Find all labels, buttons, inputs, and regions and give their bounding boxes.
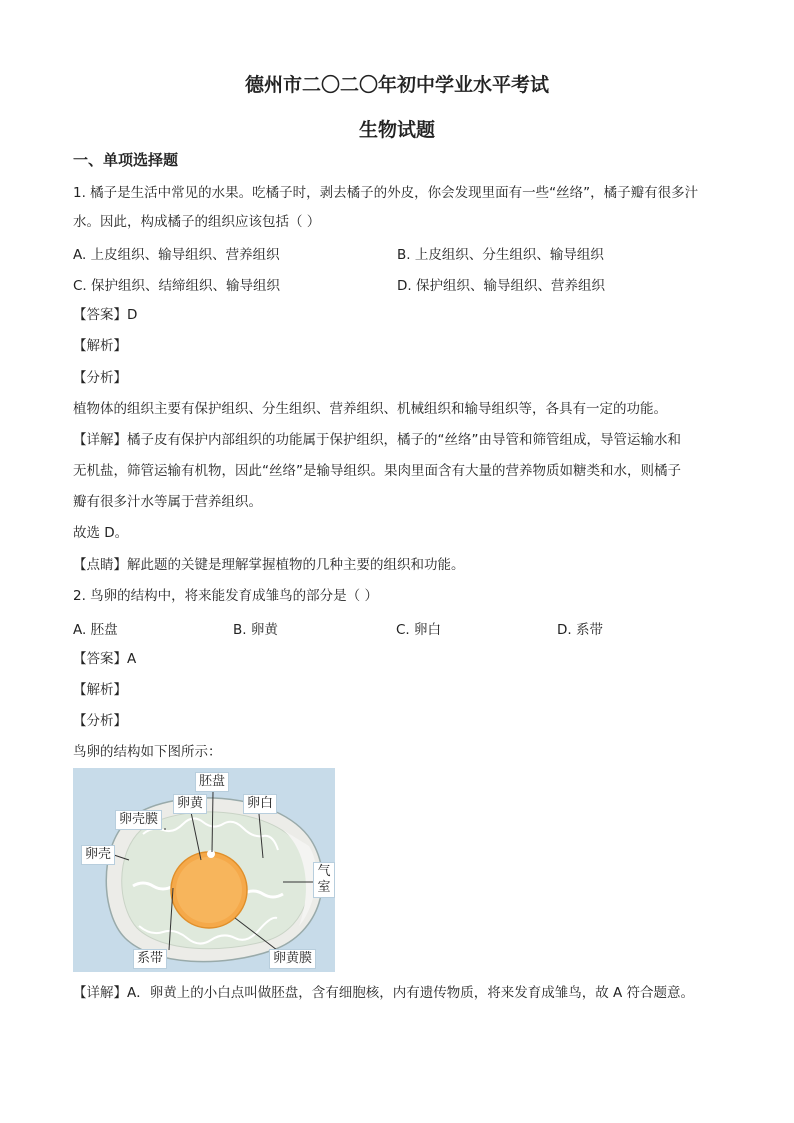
q1-option-d: D. 保护组织、输导组织、营养组织 [397, 278, 605, 294]
q2-fenxi-label: 【分析】 [73, 713, 127, 729]
page-title: 德州市二〇二〇年初中学业水平考试 [244, 74, 549, 96]
q2-analysis-label: 【解析】 [73, 682, 127, 698]
q1-fenxi-label: 【分析】 [73, 370, 127, 386]
q1-option-b: B. 上皮组织、分生组织、输导组织 [397, 247, 604, 263]
q1-detail-line1: 【详解】橘子皮有保护内部组织的功能属于保护组织，橘子的“丝络”由导管和筛管组成，导管运输水和 [73, 432, 681, 448]
q2-option-b: B. 卵黄 [233, 622, 278, 638]
q1-stem-line2: 水。因此，构成橘子的组织应该包括（ ） [73, 214, 321, 230]
section-heading: 一、单项选择题 [73, 151, 179, 169]
q1-option-a: A. 上皮组织、输导组织、营养组织 [73, 247, 280, 263]
q1-fenxi-text: 植物体的组织主要有保护组织、分生组织、营养组织、机械组织和输导组织等，各具有一定的功能。 [73, 401, 667, 417]
q2-option-c: C. 卵白 [396, 622, 442, 638]
q2-option-a: A. 胚盘 [73, 622, 118, 638]
label-xidai: 系带 [133, 949, 167, 969]
egg-structure-diagram [73, 768, 335, 972]
q2-option-d: D. 系带 [557, 622, 603, 638]
q1-choose: 故选 D。 [73, 525, 129, 541]
q2-answer: 【答案】A [73, 651, 137, 667]
q1-dianjing: 【点睛】解此题的关键是理解掌握植物的几种主要的组织和功能。 [73, 557, 465, 573]
q2-fenxi-text: 鸟卵的结构如下图所示： [73, 744, 222, 760]
q1-option-c: C. 保护组织、结缔组织、输导组织 [73, 278, 281, 294]
page-subtitle: 生物试题 [358, 119, 435, 141]
germinal-disc [207, 850, 215, 858]
q1-answer: 【答案】D [73, 307, 138, 323]
q2-stem: 2. 鸟卵的结构中，将来能发育成雏鸟的部分是（ ） [73, 588, 378, 604]
label-qishi: 气室 [313, 862, 335, 898]
q1-stem-line1: 1. 橘子是生活中常见的水果。吃橘子时，剥去橘子的外皮，你会发现里面有一些“丝络”，橘子瓣有很多汁 [73, 185, 699, 201]
q1-analysis-label: 【解析】 [73, 338, 127, 354]
label-peipan: 胚盘 [195, 772, 229, 792]
q1-detail-line2: 无机盐，筛管运输有机物，因此“丝络”是输导组织。果肉里面含有大量的营养物质如糖类和水，则橘子 [73, 463, 681, 479]
yolk-inner [176, 857, 242, 923]
label-luanhuang: 卵黄 [173, 794, 207, 814]
label-luanke: 卵壳 [81, 845, 115, 865]
label-luanhuangmo: 卵黄膜 [269, 949, 316, 969]
label-luanbai: 卵白 [243, 794, 277, 814]
q2-detail: 【详解】A．卵黄上的小白点叫做胚盘，含有细胞核，内有遗传物质，将来发育成雏鸟，故 A 符合题意。 [73, 985, 695, 1001]
label-luankemo: 卵壳膜 [115, 810, 162, 830]
q1-detail-line3: 瓣有很多汁水等属于营养组织。 [73, 494, 262, 510]
